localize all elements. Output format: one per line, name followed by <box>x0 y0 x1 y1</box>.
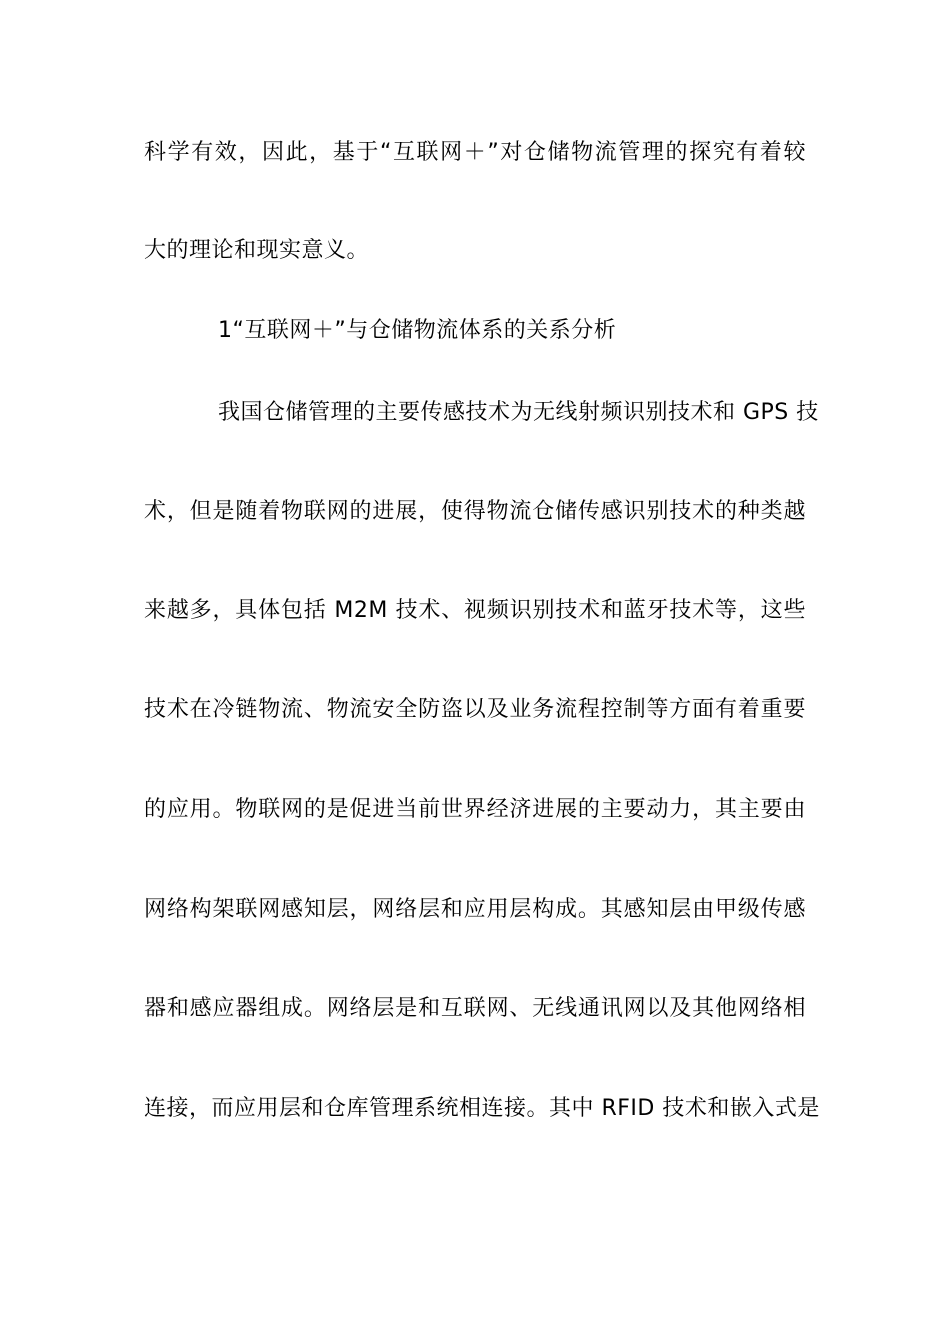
paragraph-first-line: 我国仓储管理的主要传感技术为无线射频识别技术和 GPS 技 <box>218 400 819 425</box>
body-text-line: 器和感应器组成。网络层是和互联网、无线通讯网以及其他网络相 <box>144 996 806 1021</box>
body-text-line: 连接，而应用层和仓库管理系统相连接。其中 RFID 技术和嵌入式是 <box>144 1096 820 1121</box>
body-text-line: 的应用。物联网的是促进当前世界经济进展的主要动力，其主要由 <box>144 797 806 822</box>
body-text-line: 科学有效，因此，基于“互联网＋”对仓储物流管理的探究有着较 <box>144 140 806 165</box>
body-text-line: 技术在冷链物流、物流安全防盗以及业务流程控制等方面有着重要 <box>144 697 806 722</box>
body-text-line: 来越多，具体包括 M2M 技术、视频识别技术和蓝牙技术等，这些 <box>144 598 806 623</box>
body-text-line: 大的理论和现实意义。 <box>144 238 370 263</box>
body-text-line: 术，但是随着物联网的进展，使得物流仓储传感识别技术的种类越 <box>144 499 806 524</box>
body-text-line: 网络构架联网感知层，网络层和应用层构成。其感知层由甲级传感 <box>144 897 806 922</box>
section-heading: 1“互联网＋”与仓储物流体系的关系分析 <box>218 318 617 343</box>
